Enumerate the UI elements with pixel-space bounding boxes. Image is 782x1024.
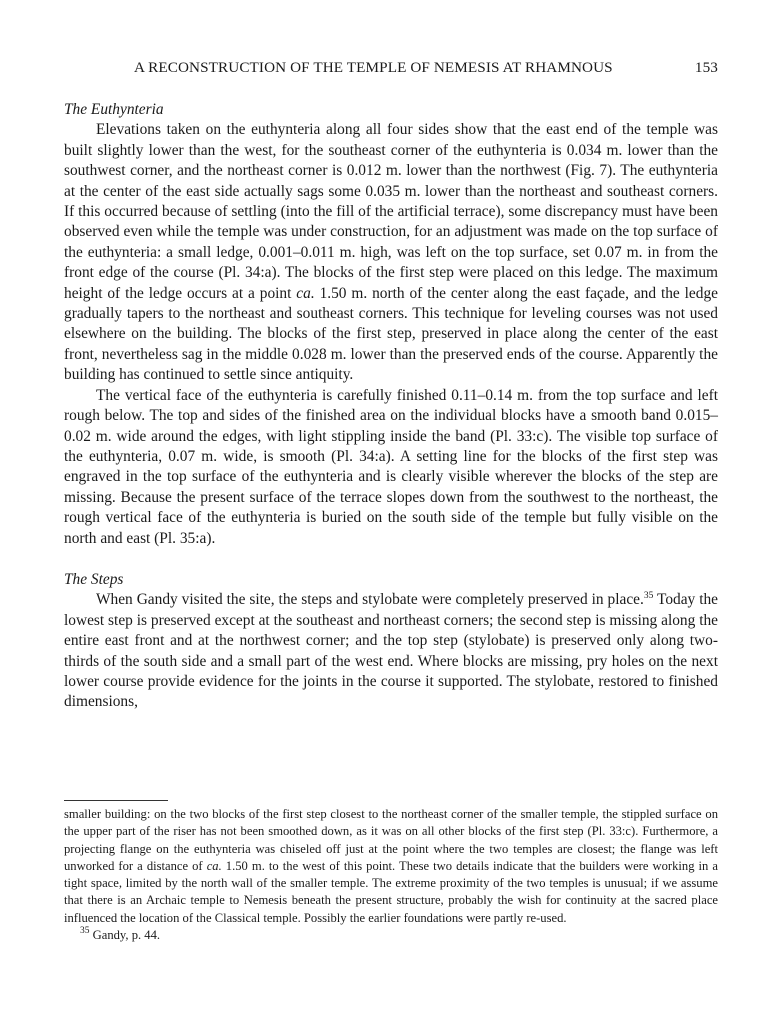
paragraph-euthynteria-2: The vertical face of the euthynteria is carefully finished 0.11–0.14 m. from the top surface and left rough below. The top and sides of the finished area on the individual blocks have a smooth band 0.015–0.02 m. wide around the edges, with light stippling inside the band (Pl. 33:c). The visible top surface of the euthynteria, 0.07 m. wide, is smooth (Pl. 34:a). A setting line for the blocks of the first step was engraved in the top surface of the euthynteria and is clearly visible wherever the blocks of the step are missing. Because the present surface of the terrace slopes down from the southwest to the northeast, the rough vertical face of the euthynteria is buried on the south side of the temple but fully visible on the north and east (Pl. 35:a). (64, 386, 718, 547)
abbreviation-ca: ca. (296, 284, 315, 302)
paragraph-text: Today the lowest step is preserved except at the southeast and northeast corners; the second step is missing along the entire east front and at the northwest corner; and the top step (stylobate) is preserved only along two-thirds of the south side and a small part of the west end. Where blocks are missing, pry holes on the next lower course provide evidence for the joints in the course it supported. The stylobate, restored to finished dimensions, (64, 591, 718, 711)
abbreviation-ca: ca. (206, 858, 222, 873)
section-heading-euthynteria: The Euthynteria (64, 101, 164, 118)
footnote-text: Gandy, p. 44. (89, 928, 161, 943)
footnote-35 (64, 927, 718, 944)
footnotes (64, 800, 718, 944)
paragraph-euthynteria-1 (64, 120, 718, 385)
footnote-text: smaller building: on the two blocks of the first step closest to the northeast corner of the smaller temple, the stippled surface on the upper part of the riser has not been smoothed down, as it was on all other blocks of the first step (Pl. 33:c). Furthermore, a projecting flange on the euthynteria was chiseled off just at the point where the two temples are closest; the flange was left unworked for a distance of (64, 807, 718, 873)
footnote-continued (64, 806, 718, 927)
running-head-title: A RECONSTRUCTION OF THE TEMPLE OF NEMESIS AT RHAMNOUS (134, 59, 613, 76)
paragraph-text: 1.50 m. north of the center along the east façade, and the ledge gradually tapers to the northeast and southeast corners. This technique for leveling courses was not used elsewhere on the building. The blocks of the first step, preserved in place along the center of the east front, nevertheless sag in the middle 0.028 m. lower than the preserved ends of the course. Apparently the building has continued to settle since antiquity. (64, 284, 718, 384)
footnote-number: 35 (80, 926, 90, 937)
section-heading-steps: The Steps (64, 570, 124, 588)
footnote-text: 1.50 m. to the west of this point. These two details indicate that the builders were working in a tight space, limited by the north wall of the smaller temple. The extreme proximity of the two temples is unusual; if we assume that there is an Archaic temple to Nemesis beneath the present structure, probably the wish for continuity at the sacred place influenced the location of the Classical temple. Possibly the earlier foundations were partly re-used. (64, 858, 718, 925)
page-number: 153 (694, 59, 718, 76)
paragraph-text: Elevations taken on the euthynteria along all four sides show that the east end of the temple was built slightly lower than the west, for the southeast corner of the euthynteria is 0.034 m. lower than the southwest corner, and the northeast corner is 0.012 m. lower than the northwest (Fig. 7). The euthynteria at the center of the east side actually sags some 0.035 m. lower than the northeast and southeast corners. If this occurred because of settling (into the fill of the artificial terrace), some discrepancy must have been observed even while the temple was under construction, for an adjustment was made on the top surface of the euthynteria: a small ledge, 0.001–0.011 m. high, was left on the top surface, set 0.07 m. in from the front edge of the course (Pl. 34:a). The blocks of the first step were placed on this ledge. The maximum height of the ledge occurs at a point (64, 121, 718, 302)
paragraph-text: When Gandy visited the site, the steps and stylobate were completely preserved in place. (96, 591, 644, 609)
main-text (64, 98, 718, 713)
paragraph-steps-1 (64, 590, 718, 712)
footnote-divider (64, 800, 168, 801)
footnote-ref-35: 35 (643, 591, 654, 602)
